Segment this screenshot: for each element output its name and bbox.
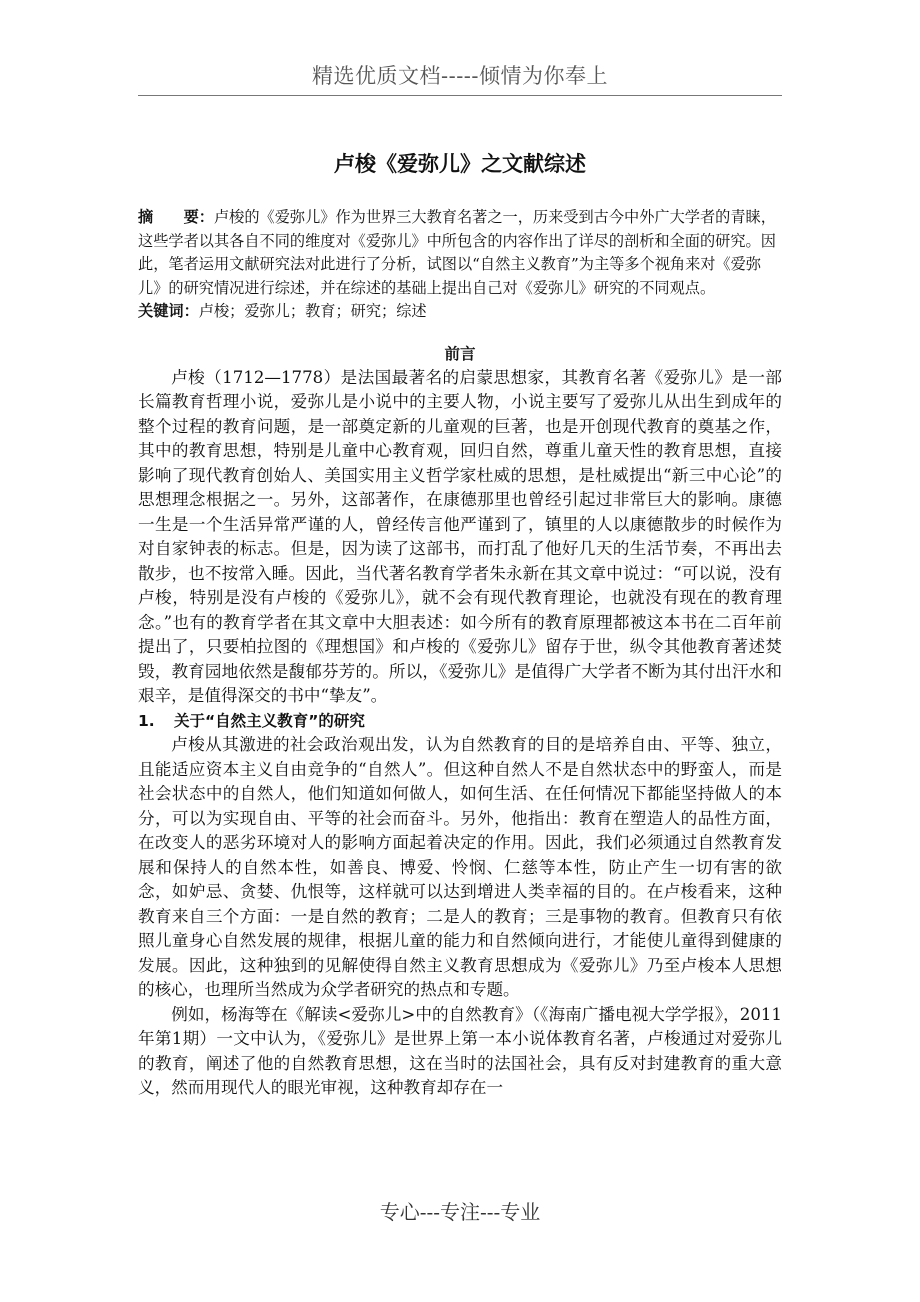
document-body [138, 206, 782, 1101]
preface-heading: 前言 [444, 344, 476, 363]
preface-paragraph: 卢梭（1712—1778）是法国最著名的启蒙思想家，其教育名著《爱弥儿》是一部长篇教育哲理小说，爱弥儿是小说中的主要人物，小说主要写了爱弥儿从出生到成年的整个过程的教育问题，是一部奠定新的儿童观的巨著，也是开创现代教育的奠基之作，其中的教育思想，特别是儿童中心教育观，回归自然，尊重儿童天性的教育思想，直接影响了现代教育创始人、美国实用主义哲学家杜威的思想，是杜威提出“新三中心论”的思想理念根据之一。另外，这部著作，在康德那里也曾经引起过非常巨大的影响。康德一生是一个生活异常严谨的人，曾经传言他严谨到了，镇里的人以康德散步的时候作为对自家钟表的标志。但是，因为读了这部书，而打乱了他好几天的生活节奏，不再出去散步，也不按常入睡。因此，当代著名教育学者朱永新在其文章中说过：“可以说，没有卢梭，特别是没有卢梭的《爱弥儿》，就不会有现代教育理论，也就没有现在的教育理念。”也有的教育学者在其文章中大胆表述：如今所有的教育原理都被这本书在二百年前提出了，只要柏拉图的《理想国》和卢梭的《爱弥儿》留存于世，纵令其他教育著述焚毁，教育园地依然是馥郁芬芳的。所以，《爱弥儿》是值得广大学者不断为其付出汗水和艰辛，是值得深交的书中“挚友”。 [138, 367, 782, 706]
section-1-heading [138, 709, 782, 734]
page-footer: 专心---专注---专业 [379, 1200, 541, 1224]
keywords-text: 卢梭；爱弥儿；教育；研究；综述 [198, 302, 427, 321]
abstract-label: 摘 要： [138, 208, 214, 226]
abstract-text: 卢梭的《爱弥儿》作为世界三大教育名著之一，历来受到古今中外广大学者的青睐，这些学者以其各自不同的维度对《爱弥儿》中所包含的内容作出了详尽的剖析和全面的研究。因此，笔者运用文献研究法对此进行了分析，试图以“自然主义教育”为主等多个视角来对《爱弥儿》的研究情况进行综述，并在综述的基础上提出自己对《爱弥儿》研究的不同观点。 [138, 208, 776, 297]
document-title: 卢梭《爱弥儿》之文献综述 [334, 152, 586, 176]
header-rule [138, 95, 782, 96]
section-1-paragraph: 卢梭从其激进的社会政治观出发，认为自然教育的目的是培养自由、平等、独立，且能适应资本主义自由竞争的“自然人”。但这种自然人不是自然状态中的野蛮人，而是社会状态中的自然人，他们知道如何做人，如何生活、在任何情况下都能坚持做人的本分，可以为实现自由、平等的社会而奋斗。另外，他指出：教育在塑造人的品性方面，在改变人的恶劣环境对人的影响方面起着决定的作用。因此，我们必须通过自然教育发展和保持人的自然本性，如善良、博爱、怜悯、仁慈等本性，防止产生一切有害的欲念，如妒忌、贪婪、仇恨等，这样就可以达到增进人类幸福的目的。在卢梭看来，这种教育来自三个方面：一是自然的教育；二是人的教育；三是事物的教育。但教育只有依照儿童身心自然发展的规律，根据儿童的能力和自然倾向进行，才能使儿童得到健康的发展。因此，这种独到的见解使得自然主义教育思想成为《爱弥儿》乃至卢梭本人思想的核心，也理所当然成为众学者研究的热点和专题。 [138, 735, 782, 1000]
section-1-paragraph: 例如，杨海等在《解读<爱弥儿>中的自然教育》（《海南广播电视大学学报》，2011年第1期）一文中认为，《爱弥儿》是世界上第一本小说体教育名著，卢梭通过对爱弥儿的教育，阐述了他的自然教育思想，这在当时的法国社会，具有反对封建教育的重大意义，然而用现代人的眼光审视，这种教育却存在一 [138, 1004, 782, 1098]
abstract [138, 206, 782, 300]
keywords [138, 300, 782, 324]
page-header: 精选优质文档-----倾情为你奉上 [312, 64, 608, 88]
keywords-label: 关键词： [138, 302, 199, 321]
section-1-title: 关于“自然主义教育”的研究 [174, 711, 365, 730]
section-1-number: 1. [138, 711, 155, 730]
